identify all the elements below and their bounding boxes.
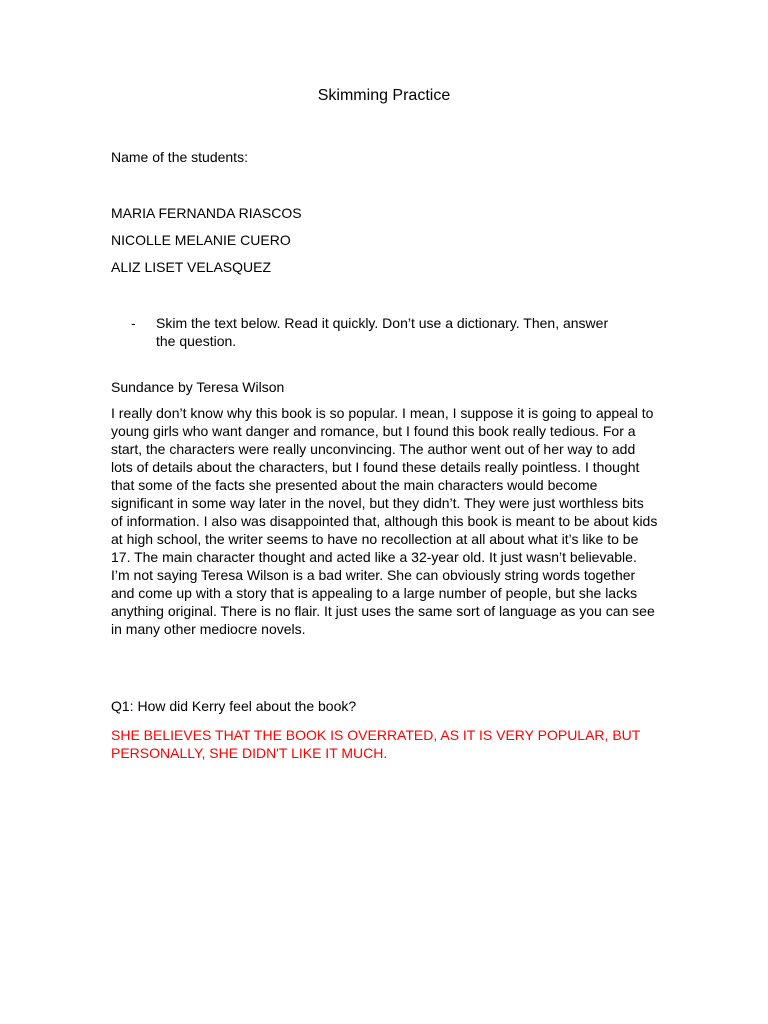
- answer-text: SHE BELIEVES THAT THE BOOK IS OVERRATED, AS IT IS VERY POPULAR, BUT PERSONALLY, SHE DIDN'T LIKE IT MUCH.: [111, 727, 641, 761]
- student-name-1: MARIA FERNANDA RIASCOS: [111, 205, 302, 221]
- student-name-2: NICOLLE MELANIE CUERO: [111, 232, 291, 248]
- instruction-item: [111, 314, 631, 350]
- reading-paragraph: I really don’t know why this book is so popular. I mean, I suppose it is going to appeal to young girls who want danger and romance, but I found this book really tedious. For a start, the characters were really unconvincing. The author went out of her way to add lots of details about the characters, but I found these details really pointless. I thought that some of the facts she presented about the main characters would become significant in some way later in the novel, but they didn’t. They were just worthless bits of information. I also was disappointed that, although this book is meant to be about kids at high school, the writer seems to have no recollection at all about what it’s like to be 17. The main character thought and acted like a 32-year old. It just wasn’t believable. I’m not saying Teresa Wilson is a bad writer. She can obviously string words together and come up with a story that is appealing to a large number of people, but she lacks anything original. There is no flair. It just uses the same sort of language as you can see in many other mediocre novels.: [111, 405, 658, 637]
- students-label: Name of the students:: [111, 149, 248, 165]
- instruction-text: Skim the text below. Read it quickly. Don’t use a dictionary. Then, answer the question.: [156, 315, 609, 349]
- question-text: Q1: How did Kerry feel about the book?: [111, 698, 357, 714]
- text-heading: Sundance by Teresa Wilson: [111, 379, 285, 395]
- bullet-dash: -: [131, 315, 136, 331]
- page-title: Skimming Practice: [317, 87, 451, 104]
- student-name-3: ALIZ LISET VELASQUEZ: [111, 259, 272, 275]
